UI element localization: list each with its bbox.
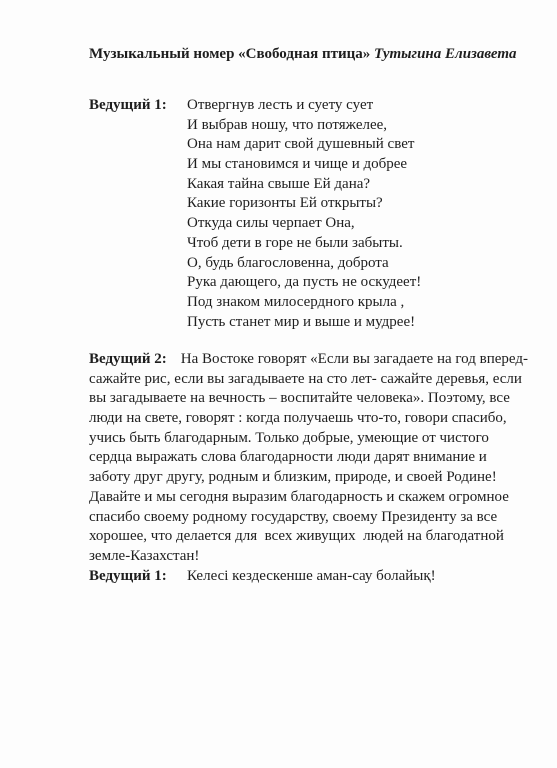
speech-line — [89, 350, 528, 370]
poem-line: Откуда силы черпает Она, — [187, 215, 355, 232]
speech-first-line: На Востоке говорят «Если вы загадаете на год вперед- — [180, 351, 528, 367]
poem-line: И выбрав ношу, что потяжелее, — [187, 116, 388, 133]
speech-line: земле-Казахстан! — [89, 547, 200, 564]
document-title — [89, 45, 517, 65]
speech-line: сажайте рис, если вы загадываете на сто лет- сажайте деревья, если — [89, 370, 522, 387]
poem-line: Под знаком милосердного крыла , — [187, 293, 405, 310]
speech-line: люди на свете, говорят : когда получаешь что-то, говори спасибо, — [89, 410, 507, 427]
poem-line: И мы становимся и чище и добрее — [187, 156, 408, 173]
poem-line: Отвергнув лесть и суету сует — [187, 97, 374, 113]
poem-line: Рука дающего, да пусть не оскудеет! — [187, 274, 422, 291]
performer-name: Тутыгина Елизавета — [374, 46, 517, 62]
speech-line: заботу друг другу, родным и близким, природе, и своей Родине! — [89, 469, 497, 486]
farewell-text: Келесі кездескенше аман-сау болайық! — [187, 568, 436, 584]
speech-line: Давайте и мы сегодня выразим благодарность и скажем огромное — [89, 488, 509, 505]
speech-line: спасибо своему родному государству, своему Президенту за все — [89, 508, 498, 525]
poem-line: Чтоб дети в горе не были забыты. — [187, 234, 403, 251]
poem-line: Она нам дарит свой душевный свет — [187, 136, 415, 153]
speech-line: сердца выражать слова благодарности люди дарят внимание и — [89, 449, 487, 466]
speaker-label-host1-farewell: Ведущий 1: — [89, 568, 167, 584]
speaker-label-host1: Ведущий 1: — [89, 97, 167, 113]
poem-line: Какая тайна свыше Ей дана? — [187, 175, 371, 192]
speech-line: хорошее, что делается для всех живущих людей на благодатной — [89, 528, 504, 545]
host2-speech — [89, 350, 528, 567]
musical-number-title: Музыкальный номер «Свободная птица» — [89, 46, 371, 62]
speech-line: вы загадываете на вечность – воспитайте человека». Поэтому, все — [89, 390, 510, 407]
poem-line: О, будь благословенна, доброта — [187, 254, 389, 271]
poem-line: Какие горизонты Ей открыты? — [187, 195, 383, 212]
host1-poem — [187, 96, 421, 332]
speech-line: учись быть благодарным. Только добрые, умеющие от чистого — [89, 429, 489, 446]
poem-line: Пусть станет мир и выше и мудрее! — [187, 313, 416, 330]
speaker-label-host2: Ведущий 2: — [89, 351, 167, 367]
